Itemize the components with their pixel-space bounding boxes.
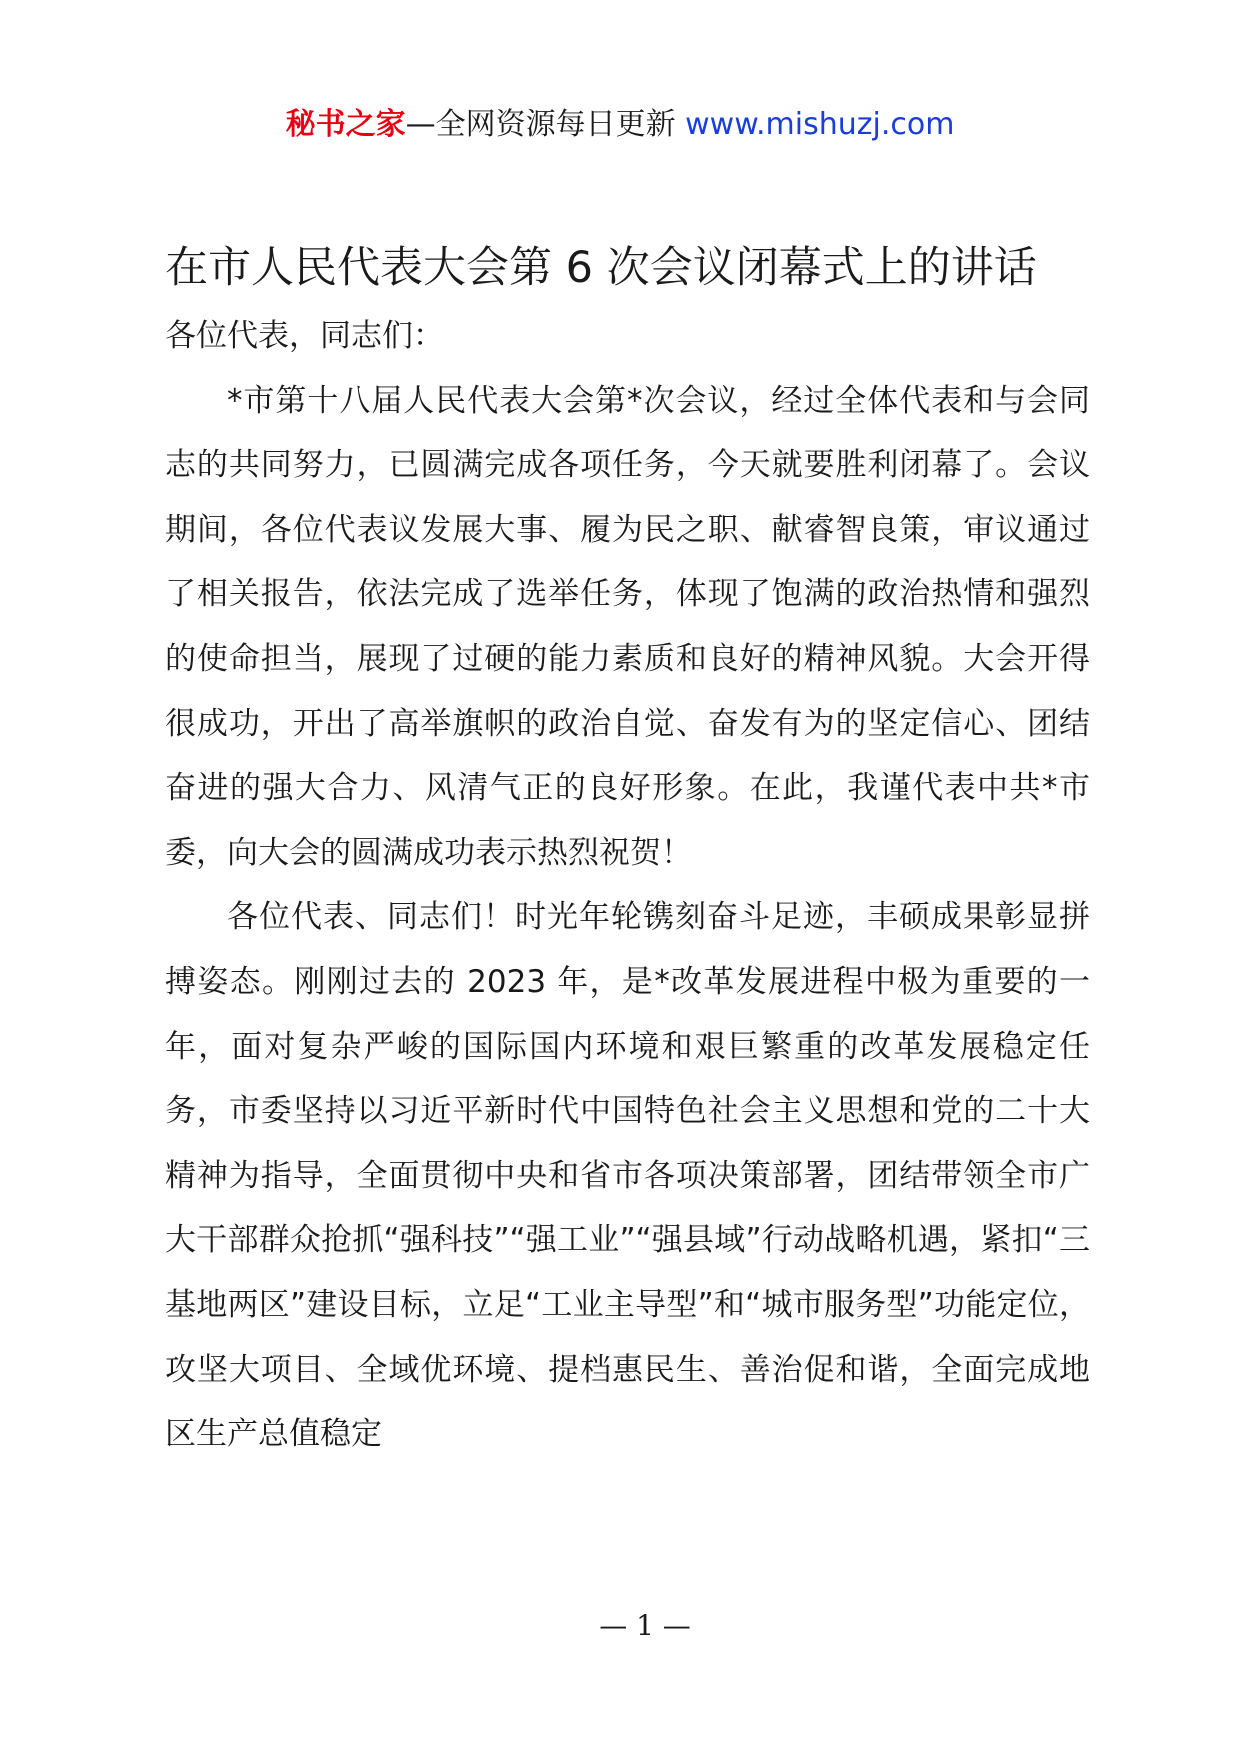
- page-number: — 1 —: [599, 1609, 691, 1642]
- salutation: 各位代表，同志们：: [165, 318, 444, 354]
- site-url-link[interactable]: www.mishuzj.com: [685, 107, 955, 142]
- body-paragraph-2: 各位代表、同志们！时光年轮镌刻奋斗足迹，丰硕成果彰显拼搏姿态。刚刚过去的 2023 年，是*改革发展进程中极为重要的一年，面对复杂严峻的国际国内环境和艰巨繁重的改革发展稳定任务，市委坚持以习近平新时代中国特色社会主义思想和党的二十大精神为指导，全面贯彻中央和省市各项决策部署，团结带领全市广大干部群众抢抓“强科技”“强工业”“强县域”行动战略机遇，紧扣“三基地两区”建设目标，立足“工业主导型”和“城市服务型”功能定位，攻坚大项目、全域优环境、提档惠民生、善治促和谐，全面完成地区生产总值稳定: [165, 899, 1090, 1453]
- site-name: 秘书之家: [285, 107, 406, 142]
- site-banner: [0, 103, 1240, 147]
- site-tagline: —全网资源每日更新: [405, 107, 676, 142]
- document-body: [165, 304, 1090, 1467]
- document-title: 在市人民代表大会第 6 次会议闭幕式上的讲话: [165, 243, 1037, 293]
- body-paragraph-1: *市第十八届人民代表大会第*次会议，经过全体代表和与会同志的共同努力，已圆满完成各项任务，今天就要胜利闭幕了。会议期间，各位代表议发展大事、履为民之职、献睿智良策，审议通过了相关报告，依法完成了选举任务，体现了饱满的政治热情和强烈的使命担当，展现了过硬的能力素质和良好的精神风貌。大会开得很成功，开出了高举旗帜的政治自觉、奋发有为的坚定信心、团结奋进的强大合力、风清气正的良好形象。在此，我谨代表中共*市委，向大会的圆满成功表示热烈祝贺！: [165, 382, 1090, 871]
